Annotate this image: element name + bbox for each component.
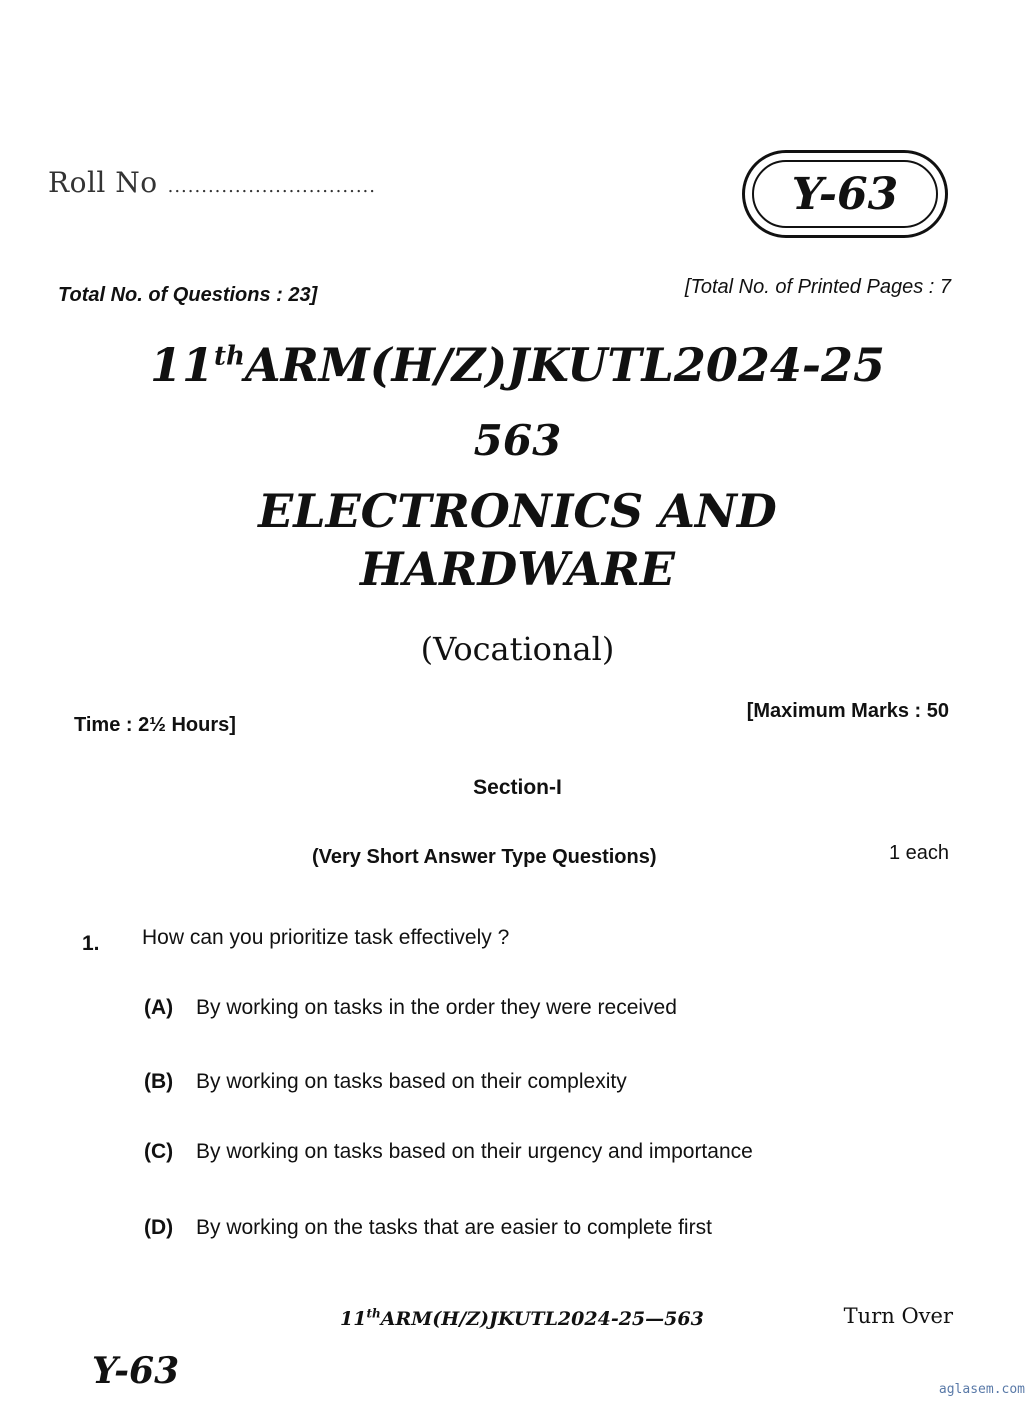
subject-title (0, 482, 1035, 598)
bottom-paper-code: Y-63 (92, 1350, 180, 1392)
exam-code-rest: ARM(H/Z)JKUTL2024-25 (244, 338, 886, 392)
exam-code-title (0, 338, 1035, 392)
subject-line-1: ELECTRONICS AND (258, 484, 777, 538)
option-text: By working on tasks in the order they were received (196, 996, 677, 1019)
question-number: 1. (82, 932, 100, 955)
footer-code-prefix: 11 (340, 1308, 367, 1330)
option-label: (C) (144, 1140, 174, 1163)
section-heading: Section-I (473, 776, 562, 799)
max-marks: [Maximum Marks : 50 (746, 700, 949, 722)
roll-number-field (48, 166, 376, 199)
option-c (144, 1140, 753, 1164)
exam-code-sup: th (213, 341, 245, 372)
option-b (144, 1070, 627, 1094)
total-questions: Total No. of Questions : 23] (58, 284, 318, 306)
option-label: (B) (144, 1070, 174, 1093)
total-pages: [Total No. of Printed Pages : 7 (684, 276, 951, 298)
option-text: By working on tasks based on their urgency and importance (196, 1140, 753, 1163)
section-type: (Very Short Answer Type Questions) (312, 846, 657, 868)
roll-dots: ............................... (167, 176, 376, 197)
footer-code (340, 1308, 704, 1330)
turn-over: Turn Over (843, 1304, 953, 1328)
roll-label: Roll No (48, 166, 158, 199)
option-text: By working on the tasks that are easier to complete first (196, 1216, 712, 1239)
question-text: How can you prioritize task effectively ? (142, 926, 510, 949)
marks-each: 1 each (888, 842, 949, 864)
footer-code-rest: ARM(H/Z)JKUTL2024-25—563 (380, 1308, 704, 1330)
vocational-label: (Vocational) (420, 630, 615, 668)
paper-code-badge-text: Y-63 (752, 160, 938, 228)
option-a (144, 996, 677, 1020)
option-d (144, 1216, 712, 1240)
paper-code-badge (742, 150, 948, 238)
exam-code-prefix: 11 (149, 338, 214, 392)
option-text: By working on tasks based on their complexity (196, 1070, 627, 1093)
paper-number: 563 (473, 416, 562, 465)
subject-line-2: HARDWARE (360, 542, 675, 596)
exam-time: Time : 2½ Hours] (74, 714, 236, 736)
footer-code-sup: th (366, 1306, 381, 1321)
option-label: (D) (144, 1216, 174, 1239)
watermark: aglasem.com (938, 1382, 1025, 1397)
option-label: (A) (144, 996, 174, 1019)
